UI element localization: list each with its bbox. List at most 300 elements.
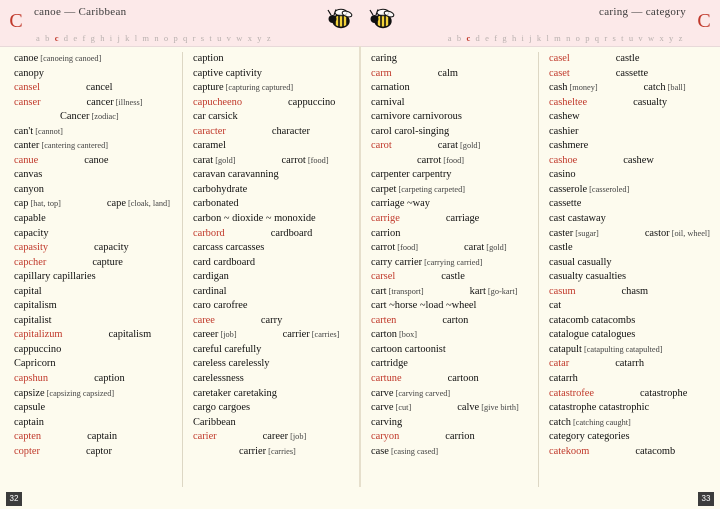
entry-headword: catekoom xyxy=(549,445,590,457)
dictionary-entry xyxy=(193,270,354,285)
dictionary-entry xyxy=(371,197,532,212)
entry-headword: cappuccino xyxy=(14,343,62,355)
dictionary-entry xyxy=(371,270,532,285)
dictionary-entry xyxy=(14,256,176,271)
entry-cross-reference: cartoon xyxy=(447,373,479,385)
entry-headword: cartridge xyxy=(371,358,408,370)
dictionary-entry xyxy=(193,445,354,460)
page-gutter xyxy=(359,46,361,487)
entry-cross-reference-gloss: [food] xyxy=(305,155,329,165)
entry-cross-reference-gloss: [zodiac] xyxy=(89,112,119,122)
entry-headword: carton xyxy=(371,329,397,341)
entry-cross-reference: kart xyxy=(469,285,486,297)
dictionary-entry xyxy=(193,401,354,416)
entry-headword: canyon xyxy=(14,183,45,195)
dictionary-entry xyxy=(549,343,710,358)
entry-cross-reference: carrier xyxy=(239,445,267,457)
dictionary-entry xyxy=(549,256,710,271)
dictionary-entry xyxy=(193,125,354,140)
entry-headword: carot xyxy=(371,140,392,152)
entry-headword: catar xyxy=(549,358,570,370)
dictionary-entry xyxy=(14,299,176,314)
entry-gloss: [catapulting catapulted] xyxy=(581,344,663,354)
entry-gloss: [box] xyxy=(396,330,418,340)
entry-gloss: [carving carved] xyxy=(393,388,451,398)
entry-cross-reference-gloss: [carries] xyxy=(309,330,340,340)
dictionary-entry xyxy=(193,416,354,431)
header-left xyxy=(0,0,360,46)
entry-headword: carbonated xyxy=(193,198,239,210)
dictionary-entry xyxy=(14,96,176,111)
dictionary-entry xyxy=(549,445,710,460)
dictionary-entry xyxy=(371,227,532,242)
entry-cross-reference: chasm xyxy=(621,285,649,297)
entry-headword: case xyxy=(371,445,389,457)
dictionary-entry xyxy=(549,183,710,198)
entry-headword: capture xyxy=(193,82,224,94)
dictionary-entry xyxy=(193,430,354,445)
dictionary-entry xyxy=(14,139,176,154)
dictionary-entry xyxy=(549,110,710,125)
entry-gloss: [casseroled] xyxy=(587,184,630,194)
dictionary-entry xyxy=(14,168,176,183)
dictionary-entry xyxy=(371,314,532,329)
dictionary-entry xyxy=(193,96,354,111)
alphabet-highlight-left: c xyxy=(54,33,61,43)
dictionary-entry xyxy=(371,256,532,271)
entry-cross-reference: cashew xyxy=(623,154,654,166)
entry-gloss: [capsizing capsized] xyxy=(44,388,115,398)
dictionary-entry xyxy=(193,387,354,402)
dictionary-entry xyxy=(371,401,532,416)
dictionary-entry xyxy=(14,285,176,300)
entry-headword: castle xyxy=(549,242,573,254)
entry-headword: carnivore carnivorous xyxy=(371,111,462,123)
bee-icon xyxy=(366,6,400,32)
dictionary-entry xyxy=(549,67,710,82)
dictionary-entry xyxy=(14,372,176,387)
entry-gloss: [cannot] xyxy=(33,126,63,136)
dictionary-entry xyxy=(14,154,176,169)
entry-headword: cart xyxy=(371,285,387,297)
dictionary-entry xyxy=(193,168,354,183)
dictionary-entry xyxy=(549,197,710,212)
entry-cross-reference-gloss: [go-kart] xyxy=(485,286,518,296)
entry-headword: carve xyxy=(371,387,394,399)
dictionary-entry xyxy=(371,416,532,431)
dictionary-entry xyxy=(14,328,176,343)
entry-cross-reference: carrion xyxy=(445,431,475,443)
dictionary-entry xyxy=(371,81,532,96)
entry-headword: cardigan xyxy=(193,271,229,283)
dictionary-entry xyxy=(14,445,176,460)
dictionary-entry xyxy=(14,81,176,96)
entry-gloss: [sugar] xyxy=(573,228,599,238)
dictionary-entry xyxy=(371,125,532,140)
dictionary-entry xyxy=(193,81,354,96)
entry-headword: caster xyxy=(549,227,574,239)
entry-cross-reference: Cancer xyxy=(60,111,90,123)
entry-cross-reference-gloss: [cloak, land] xyxy=(125,199,170,209)
dictionary-entry xyxy=(549,125,710,140)
entry-column xyxy=(182,52,360,487)
entry-cross-reference: captor xyxy=(85,445,112,457)
entry-headword: caretaker caretaking xyxy=(193,387,277,399)
dictionary-entry xyxy=(549,416,710,431)
dictionary-entry xyxy=(371,52,532,67)
entry-headword: cartune xyxy=(371,373,402,385)
dictionary-entry xyxy=(14,270,176,285)
entry-headword: can't xyxy=(14,125,34,137)
dictionary-entry xyxy=(193,357,354,372)
dictionary-entry xyxy=(549,241,710,256)
dictionary-entry xyxy=(14,416,176,431)
entry-cross-reference: cancer xyxy=(86,96,114,108)
entry-gloss: [money] xyxy=(567,83,598,93)
entry-cross-reference: carriage xyxy=(445,213,480,225)
entry-headword: cashmere xyxy=(549,140,589,152)
entry-cross-reference: calve xyxy=(457,402,480,414)
entry-headword: capital xyxy=(14,285,42,297)
entry-cross-reference: carrot xyxy=(281,154,306,166)
entry-cross-reference: carton xyxy=(442,314,469,326)
dictionary-entry xyxy=(193,285,354,300)
entry-cross-reference: carrier xyxy=(282,329,310,341)
entry-headword: cap xyxy=(14,198,29,210)
dictionary-entry xyxy=(193,314,354,329)
entry-headword: catarrh xyxy=(549,373,578,385)
entry-cross-reference: catastrophe xyxy=(640,387,688,399)
entry-headword: carm xyxy=(371,67,392,79)
alphabet-strip-right xyxy=(448,33,684,43)
alphabet-text-left: a b xyxy=(36,33,55,43)
entry-headword: canopy xyxy=(14,67,45,79)
entry-cross-reference-gloss: [illness] xyxy=(113,97,143,107)
dictionary-entry xyxy=(14,387,176,402)
entry-headword: cassette xyxy=(549,198,582,210)
entry-headword: caree xyxy=(193,314,215,326)
entry-cross-reference-gloss: [job] xyxy=(288,432,307,442)
dictionary-entry xyxy=(14,430,176,445)
dictionary-entry xyxy=(193,328,354,343)
dictionary-entry xyxy=(371,430,532,445)
dictionary-entry xyxy=(14,110,176,125)
entry-headword: cartoon cartoonist xyxy=(371,343,446,355)
dictionary-entry xyxy=(371,183,532,198)
dictionary-entry xyxy=(14,357,176,372)
entry-headword: carnation xyxy=(371,82,410,94)
entry-headword: Caribbean xyxy=(193,416,236,428)
entry-cross-reference: capacity xyxy=(94,242,129,254)
entry-cross-reference: capitalism xyxy=(108,329,152,341)
entry-headword: cargo cargoes xyxy=(193,402,251,414)
entry-gloss: [capturing captured] xyxy=(223,83,294,93)
entry-headword: capsize xyxy=(14,387,45,399)
dictionary-entry xyxy=(193,67,354,82)
entry-headword: casualty casualties xyxy=(549,271,627,283)
entry-headword: casel xyxy=(549,53,570,64)
dictionary-entry xyxy=(193,154,354,169)
entry-headword: canoe xyxy=(14,53,39,64)
dictionary-entry xyxy=(371,154,532,169)
entry-headword: carbon ~ dioxide ~ monoxide xyxy=(193,213,316,225)
entry-headword: card cardboard xyxy=(193,256,256,268)
entry-headword: capillary capillaries xyxy=(14,271,96,283)
entry-gloss: [cantering cantered] xyxy=(39,141,109,151)
entry-headword: carnival xyxy=(371,96,405,108)
entry-headword: casum xyxy=(549,285,576,297)
dictionary-entry xyxy=(371,445,532,460)
entry-headword: category categories xyxy=(549,431,630,443)
entry-cross-reference: cassette xyxy=(615,67,649,79)
page-header xyxy=(0,0,720,47)
alphabet-text-left-rest: d e f g h i j k l m n o p q r s t u v w x y z xyxy=(60,33,273,43)
entry-cross-reference: castle xyxy=(441,271,465,283)
dictionary-entry xyxy=(193,256,354,271)
entry-headword: carier xyxy=(193,431,217,443)
entry-cross-reference: cancel xyxy=(85,82,113,94)
dictionary-entry xyxy=(371,372,532,387)
entry-column xyxy=(4,52,182,487)
entry-headword: carsel xyxy=(371,271,396,283)
dictionary-entry xyxy=(549,96,710,111)
entry-headword: catapult xyxy=(549,343,582,355)
dictionary-entry xyxy=(371,96,532,111)
entry-headword: catch xyxy=(549,416,571,428)
entry-headword: carve xyxy=(371,402,394,414)
entry-headword: catastrofee xyxy=(549,387,594,399)
entry-headword: capshun xyxy=(14,373,49,385)
entry-gloss: [hat, top] xyxy=(28,199,61,209)
entry-headword: carbohydrate xyxy=(193,183,248,195)
entry-headword: carpenter carpentry xyxy=(371,169,452,181)
entry-headword: cashew xyxy=(549,111,580,123)
dictionary-entry xyxy=(14,125,176,140)
entry-headword: capable xyxy=(14,213,46,225)
dictionary-entry xyxy=(193,227,354,242)
entry-gloss: [carpeting carpeted] xyxy=(396,184,466,194)
entry-headword: caset xyxy=(549,67,570,79)
entry-headword: carbord xyxy=(193,227,225,239)
dictionary-entry xyxy=(549,52,710,67)
dictionary-entry xyxy=(549,81,710,96)
entry-headword: cash xyxy=(549,82,568,94)
entry-headword: catacomb catacombs xyxy=(549,314,636,326)
dictionary-entry xyxy=(371,241,532,256)
dictionary-entry xyxy=(549,314,710,329)
entry-headword: canvas xyxy=(14,169,43,181)
dictionary-entry xyxy=(193,197,354,212)
entry-cross-reference: carrot xyxy=(417,154,442,166)
entry-gloss: [carrying carried] xyxy=(422,257,483,267)
alphabet-strip-left xyxy=(36,33,272,43)
running-head-right: caring — category xyxy=(599,6,686,18)
entry-cross-reference: castor xyxy=(644,227,670,239)
bee-icon xyxy=(324,6,358,32)
entry-headword: carcass carcasses xyxy=(193,242,265,254)
entry-headword: casserole xyxy=(549,183,588,195)
dictionary-entry xyxy=(549,328,710,343)
dictionary-entry xyxy=(14,212,176,227)
entry-cross-reference-gloss: [gold] xyxy=(484,243,507,253)
entry-headword: carrion xyxy=(371,227,401,239)
entry-headword: capitalizum xyxy=(14,329,63,341)
entry-headword: capitalist xyxy=(14,314,52,326)
dictionary-entry xyxy=(371,212,532,227)
entry-headword: canue xyxy=(14,154,39,166)
page-number-right: 33 xyxy=(698,492,714,506)
entry-headword: canter xyxy=(14,140,40,152)
entry-gloss: [gold] xyxy=(213,155,236,165)
dictionary-entry xyxy=(14,52,176,67)
entry-headword: careful carefully xyxy=(193,343,262,355)
entry-headword: capsule xyxy=(14,402,46,414)
thumb-index-letter-right: C xyxy=(697,10,711,32)
entry-cross-reference: castle xyxy=(615,53,640,64)
entry-headword: capacity xyxy=(14,227,49,239)
dictionary-entry xyxy=(549,299,710,314)
entry-gloss: [catching caught] xyxy=(570,417,631,427)
entry-cross-reference-gloss: [food] xyxy=(441,155,465,165)
alphabet-text-right-rest: d e f g h i j k l m n o p q r s t u v w x y z xyxy=(471,33,684,43)
entry-cross-reference-gloss: [oil, wheel] xyxy=(669,228,710,238)
dictionary-entry xyxy=(549,401,710,416)
entry-headword: carat xyxy=(193,154,214,166)
entry-cross-reference: character xyxy=(271,125,310,137)
entry-headword: capucheeno xyxy=(193,96,243,108)
entry-cross-reference: cardboard xyxy=(270,227,313,239)
entry-headword: carriage ~way xyxy=(371,198,430,210)
entry-headword: capcher xyxy=(14,256,47,268)
entry-cross-reference: cape xyxy=(106,198,126,210)
entry-headword: catalogue catalogues xyxy=(549,329,636,341)
dictionary-entry xyxy=(549,139,710,154)
dictionary-entry xyxy=(371,168,532,183)
entry-headword: copter xyxy=(14,445,40,457)
entry-headword: caravan caravanning xyxy=(193,169,279,181)
dictionary-entry xyxy=(193,299,354,314)
entry-headword: caption xyxy=(193,53,224,64)
entry-cross-reference-gloss: [carries] xyxy=(266,446,296,456)
dictionary-entry xyxy=(549,387,710,402)
entry-gloss: [canoeing canoed] xyxy=(38,54,102,63)
entry-headword: canser xyxy=(14,96,41,108)
entry-headword: caramel xyxy=(193,140,226,152)
dictionary-entry xyxy=(371,67,532,82)
dictionary-entry xyxy=(371,139,532,154)
entry-headword: cashoe xyxy=(549,154,578,166)
entry-gloss: [job] xyxy=(218,330,237,340)
dictionary-entry xyxy=(549,212,710,227)
dictionary-entry xyxy=(371,299,532,314)
alphabet-highlight-right: c xyxy=(466,33,472,43)
entry-headword: carving xyxy=(371,416,403,428)
dictionary-entry xyxy=(549,270,710,285)
entry-headword: captain xyxy=(14,416,44,428)
entry-cross-reference: caption xyxy=(94,373,125,385)
dictionary-entry xyxy=(14,343,176,358)
header-right xyxy=(360,0,720,46)
dictionary-entry xyxy=(371,328,532,343)
entry-cross-reference-gloss: [gold] xyxy=(457,141,481,151)
entry-cross-reference: casualty xyxy=(633,96,668,108)
dictionary-entry xyxy=(371,110,532,125)
entry-headword: caring xyxy=(371,53,397,64)
entry-cross-reference-gloss: [give birth] xyxy=(479,403,519,413)
thumb-index-letter-left: C xyxy=(9,10,23,32)
entry-headword: casual casually xyxy=(549,256,612,268)
entry-headword: carol carol-singing xyxy=(371,125,450,137)
entry-headword: carry carrier xyxy=(371,256,423,268)
entry-headword: captive captivity xyxy=(193,67,262,79)
entry-headword: careless carelessly xyxy=(193,358,270,370)
entry-headword: caryon xyxy=(371,431,400,443)
entry-headword: cansel xyxy=(14,82,40,94)
entry-headword: carten xyxy=(371,314,397,326)
entry-headword: Capricorn xyxy=(14,358,56,370)
entry-cross-reference: calm xyxy=(437,67,458,79)
dictionary-entry xyxy=(549,227,710,242)
dictionary-entry xyxy=(549,154,710,169)
running-head-left: canoe — Caribbean xyxy=(34,6,127,18)
dictionary-entry xyxy=(14,401,176,416)
dictionary-entry xyxy=(14,183,176,198)
entry-headword: casheltee xyxy=(549,96,588,108)
entry-headword: caro carofree xyxy=(193,300,248,312)
dictionary-entry xyxy=(549,372,710,387)
dictionary-entry xyxy=(549,168,710,183)
entry-cross-reference: carry xyxy=(260,314,283,326)
entry-column xyxy=(538,52,716,487)
entry-cross-reference: catacomb xyxy=(635,445,676,457)
dictionary-entry xyxy=(193,372,354,387)
alphabet-text-right: a b xyxy=(447,33,467,43)
dictionary-entry xyxy=(549,285,710,300)
entry-headword: casino xyxy=(549,169,576,181)
entry-cross-reference: capture xyxy=(92,256,123,268)
entry-cross-reference: career xyxy=(262,431,289,443)
entry-gloss: [food] xyxy=(395,243,419,253)
dictionary-entry xyxy=(193,212,354,227)
entry-cross-reference: carat xyxy=(437,140,458,152)
dictionary-entry xyxy=(549,357,710,372)
dictionary-entry xyxy=(371,343,532,358)
entry-gloss: [cut] xyxy=(393,403,412,413)
entry-cross-reference: carat xyxy=(464,242,485,254)
entry-headword: carpet xyxy=(371,183,397,195)
dictionary-entry xyxy=(371,387,532,402)
dictionary-entry xyxy=(549,430,710,445)
dictionary-entry xyxy=(14,67,176,82)
dictionary-entry xyxy=(14,197,176,212)
entry-cross-reference: cappuccino xyxy=(288,96,336,108)
entry-headword: cashier xyxy=(549,125,579,137)
page-footer xyxy=(0,487,720,509)
entry-headword: capten xyxy=(14,431,42,443)
entry-headword: carelessness xyxy=(193,373,244,385)
entry-headword: capitalism xyxy=(14,300,57,312)
dictionary-entry xyxy=(14,241,176,256)
entry-column xyxy=(360,52,538,487)
entry-gloss: [transport] xyxy=(386,286,424,296)
entry-headword: carrige xyxy=(371,213,400,225)
entry-headword: career xyxy=(193,329,219,341)
dictionary-entry xyxy=(193,110,354,125)
page-number-left: 32 xyxy=(6,492,22,506)
dictionary-entry xyxy=(193,343,354,358)
entry-headword: cat xyxy=(549,300,562,312)
dictionary-entry xyxy=(193,52,354,67)
